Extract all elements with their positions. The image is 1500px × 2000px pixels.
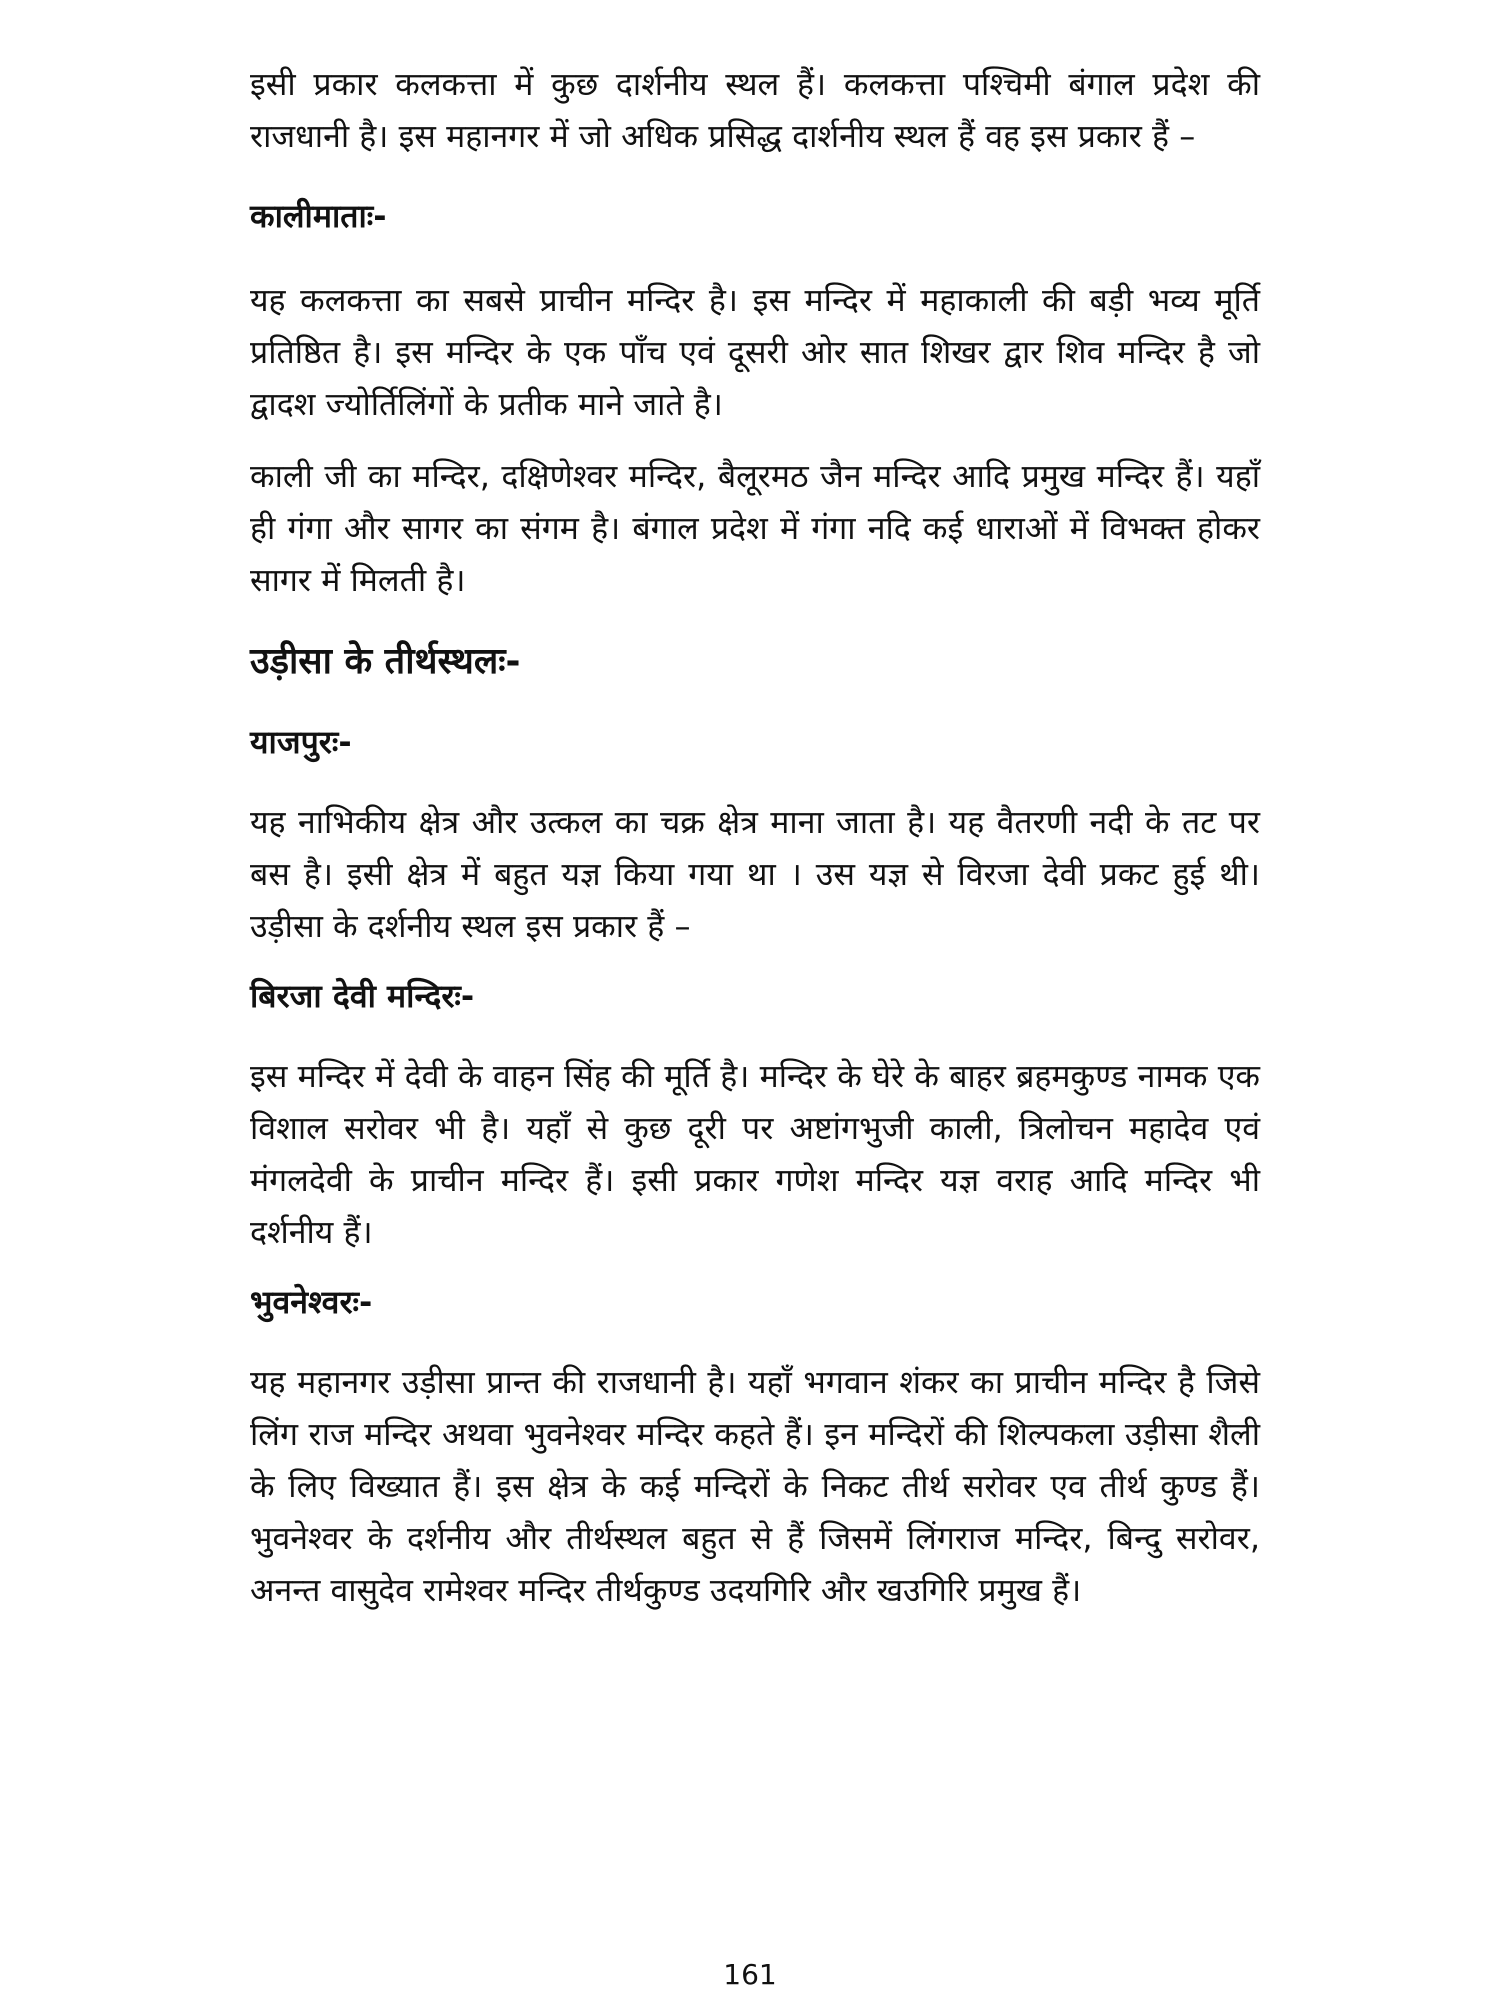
heading-odisha: उड़ीसा के तीर्थस्थलः-: [250, 641, 521, 682]
paragraph-intro: इसी प्रकार कलकत्ता में कुछ दार्शनीय स्थल हैं। कलकत्ता पश्चिमी बंगाल प्रदेश की राजधानी है। इस महानगर में जो अधिक प्रसिद्ध दार्शनीय स्थल हैं वह इस प्रकार हैं –: [250, 65, 1260, 155]
paragraph-bhubaneswar: यह महानगर उड़ीसा प्रान्त की राजधानी है। यहाँ भगवान शंकर का प्राचीन मन्दिर है जिसे लिंग राज मन्दिर अथवा भुवनेश्वर मन्दिर कहते हैं। इन मन्दिरों की शिल्पकला उड़ीसा शैली के लिए विख्यात हैं। इस क्षेत्र के कई मन्दिरों के निकट तीर्थ सरोवर एव तीर्थ कुण्ड हैं। भुवनेश्वर के दर्शनीय और तीर्थस्थल बहुत से हैं जिसमें लिंगराज मन्दिर, बिन्दु सरोवर, अनन्त वासुदेव रामेश्वर मन्दिर तीर्थकुण्ड उदयगिरि और खउगिरि प्रमुख हैं।: [250, 1363, 1260, 1609]
paragraph-kalimata: यह कलकत्ता का सबसे प्राचीन मन्दिर है। इस मन्दिर में महाकाली की बड़ी भव्य मूर्ति प्रतिष्ठित है। इस मन्दिर के एक पाँच एवं दूसरी ओर सात शिखर द्वार शिव मन्दिर है जो द्वादश ज्योर्तिलिंगों के प्रतीक माने जाते है।: [250, 281, 1260, 423]
heading-kalimata: कालीमाताः-: [250, 197, 387, 235]
heading-yajpur: याजपुरः-: [250, 723, 352, 761]
heading-bhubaneswar: भुवनेश्वरः-: [250, 1283, 373, 1321]
page-content: [250, 58, 1260, 1616]
paragraph-birja: इस मन्दिर में देवी के वाहन सिंह की मूर्ति है। मन्दिर के घेरे के बाहर ब्रहमकुण्ड नामक एक विशाल सरोवर भी है। यहाँ से कुछ दूरी पर अष्टांगभुजी काली, त्रिलोचन महादेव एवं मंगलदेवी के प्राचीन मन्दिर हैं। इसी प्रकार गणेश मन्दिर यज्ञ वराह आदि मन्दिर भी दर्शनीय हैं।: [250, 1057, 1260, 1251]
paragraph-kali-temples: काली जी का मन्दिर, दक्षिणेश्वर मन्दिर, बैलूरमठ जैन मन्दिर आदि प्रमुख मन्दिर हैं। यहाँ ही गंगा और सागर का संगम है। बंगाल प्रदेश में गंगा नदि कई धाराओं में विभक्त होकर सागर में मिलती है।: [250, 457, 1260, 599]
heading-birja: बिरजा देवी मन्दिरः-: [250, 977, 475, 1015]
paragraph-yajpur: यह नाभिकीय क्षेत्र और उत्कल का चक्र क्षेत्र माना जाता है। यह वैतरणी नदी के तट पर बस है। इसी क्षेत्र में बहुत यज्ञ किया गया था । उस यज्ञ से विरजा देवी प्रकट हुई थी। उड़ीसा के दर्शनीय स्थल इस प्रकार हैं –: [250, 803, 1260, 945]
page-number: 161: [723, 1958, 777, 1991]
